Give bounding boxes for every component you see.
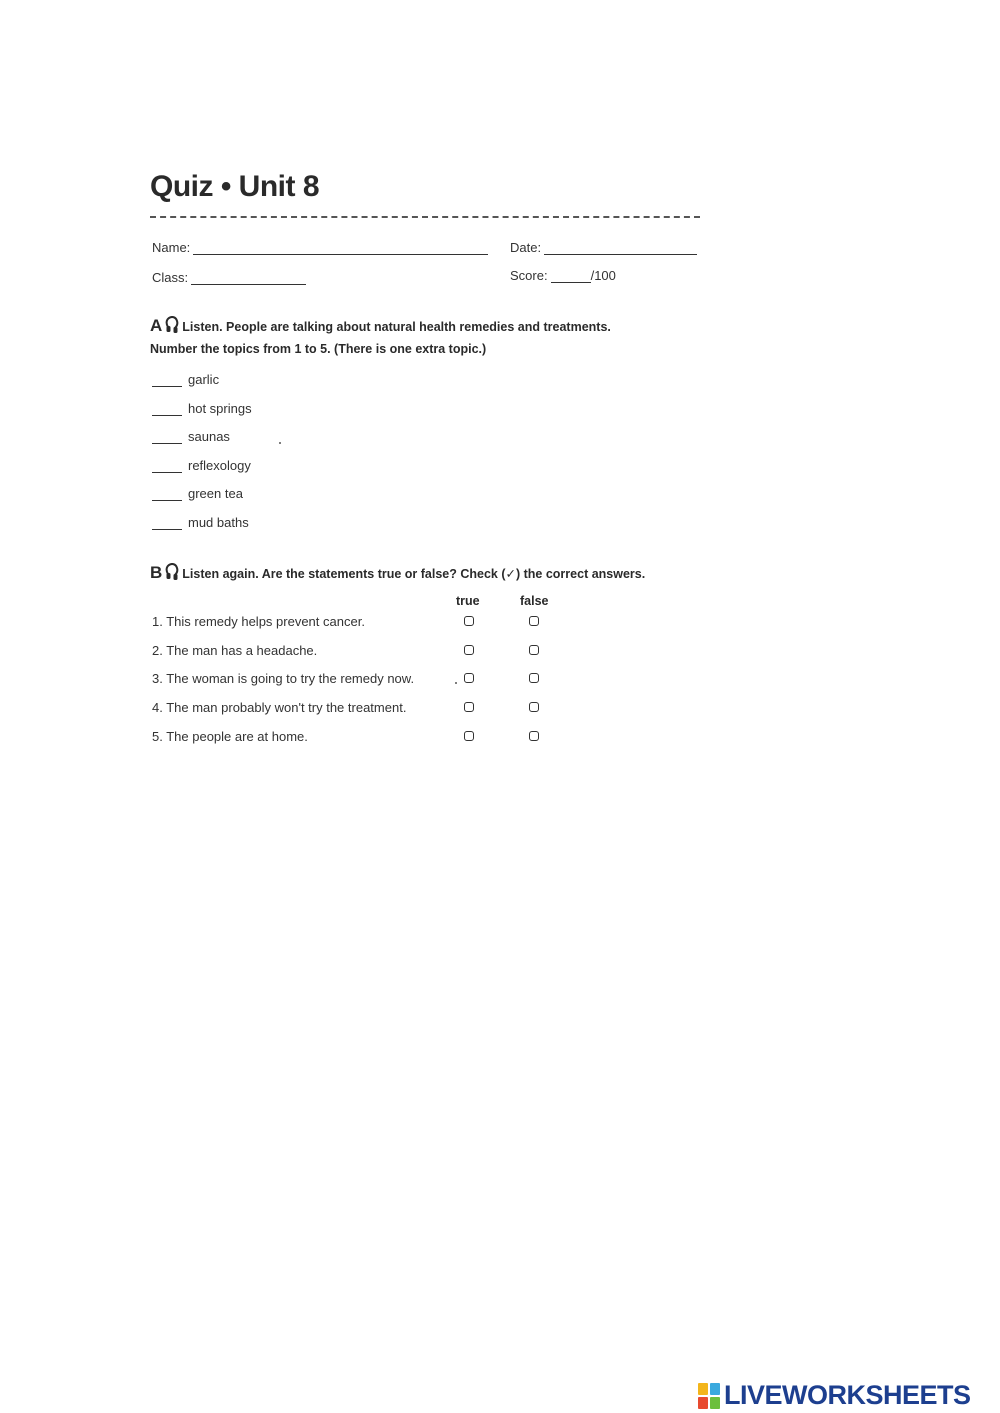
topic-label: saunas [188, 429, 230, 444]
class-label: Class: [152, 270, 189, 285]
statement-row: 4. The man probably won't try the treatment. [152, 700, 407, 715]
topic-label: garlic [188, 372, 220, 387]
topic-item [152, 429, 230, 444]
topic-number-blank[interactable] [152, 376, 182, 387]
topic-number-blank[interactable] [152, 519, 182, 530]
topic-item [152, 486, 243, 501]
section-b-instruction [150, 563, 645, 587]
section-a-instruction [150, 316, 611, 359]
statement-row: 2. The man has a headache. [152, 643, 318, 658]
true-checkbox[interactable] [464, 731, 474, 741]
headphones-icon [165, 563, 179, 587]
section-a-letter: A [150, 316, 163, 335]
topic-number-blank[interactable] [152, 462, 182, 473]
score-label: Score: [510, 268, 548, 283]
statement-row: 5. The people are at home. [152, 729, 308, 744]
date-input-line[interactable] [544, 242, 697, 255]
false-checkbox[interactable] [529, 616, 539, 626]
logo-mark-icon [698, 1383, 720, 1409]
score-field [510, 268, 616, 283]
scan-speck [279, 442, 281, 444]
statement-row: 3. The woman is going to try the remedy now. [152, 671, 415, 686]
topic-label: hot springs [188, 401, 252, 416]
date-field [510, 240, 697, 255]
class-input-line[interactable] [191, 272, 306, 285]
topic-item [152, 401, 252, 416]
false-checkbox[interactable] [529, 731, 539, 741]
name-input-line[interactable] [193, 242, 488, 255]
topic-label: mud baths [188, 515, 249, 530]
topic-label: reflexology [188, 458, 251, 473]
topic-item [152, 458, 251, 473]
topic-label: green tea [188, 486, 243, 501]
score-suffix: /100 [590, 268, 616, 283]
score-input-line[interactable] [551, 270, 591, 283]
true-checkbox[interactable] [464, 702, 474, 712]
topic-number-blank[interactable] [152, 433, 182, 444]
true-checkbox[interactable] [464, 645, 474, 655]
name-field [152, 240, 488, 255]
name-label: Name: [152, 240, 191, 255]
headphones-icon [165, 316, 179, 340]
topic-item [152, 372, 219, 387]
statement-row: 1. This remedy helps prevent cancer. [152, 614, 365, 629]
topic-number-blank[interactable] [152, 405, 182, 416]
topic-item [152, 515, 249, 530]
false-checkbox[interactable] [529, 673, 539, 683]
liveworksheets-logo [698, 1380, 971, 1411]
topic-number-blank[interactable] [152, 490, 182, 501]
true-checkbox[interactable] [464, 616, 474, 626]
logo-text: LIVEWORKSHEETS [724, 1380, 971, 1410]
false-checkbox[interactable] [529, 702, 539, 712]
section-a-line1: Listen. People are talking about natural health remedies and treatments. [182, 320, 611, 334]
page-title: Quiz • Unit 8 [150, 170, 320, 203]
section-b-letter: B [150, 563, 163, 582]
false-checkbox[interactable] [529, 645, 539, 655]
section-b-text: Listen again. Are the statements true or false? Check (✓) the correct answers. [182, 567, 646, 581]
date-label: Date: [510, 240, 542, 255]
class-field [152, 270, 306, 285]
true-checkbox[interactable] [464, 673, 474, 683]
section-a-line2: Number the topics from 1 to 5. (There is one extra topic.) [150, 342, 487, 356]
true-column-header: true [456, 594, 480, 608]
scan-speck [455, 682, 457, 684]
title-divider [150, 216, 700, 218]
false-column-header: false [520, 594, 549, 608]
